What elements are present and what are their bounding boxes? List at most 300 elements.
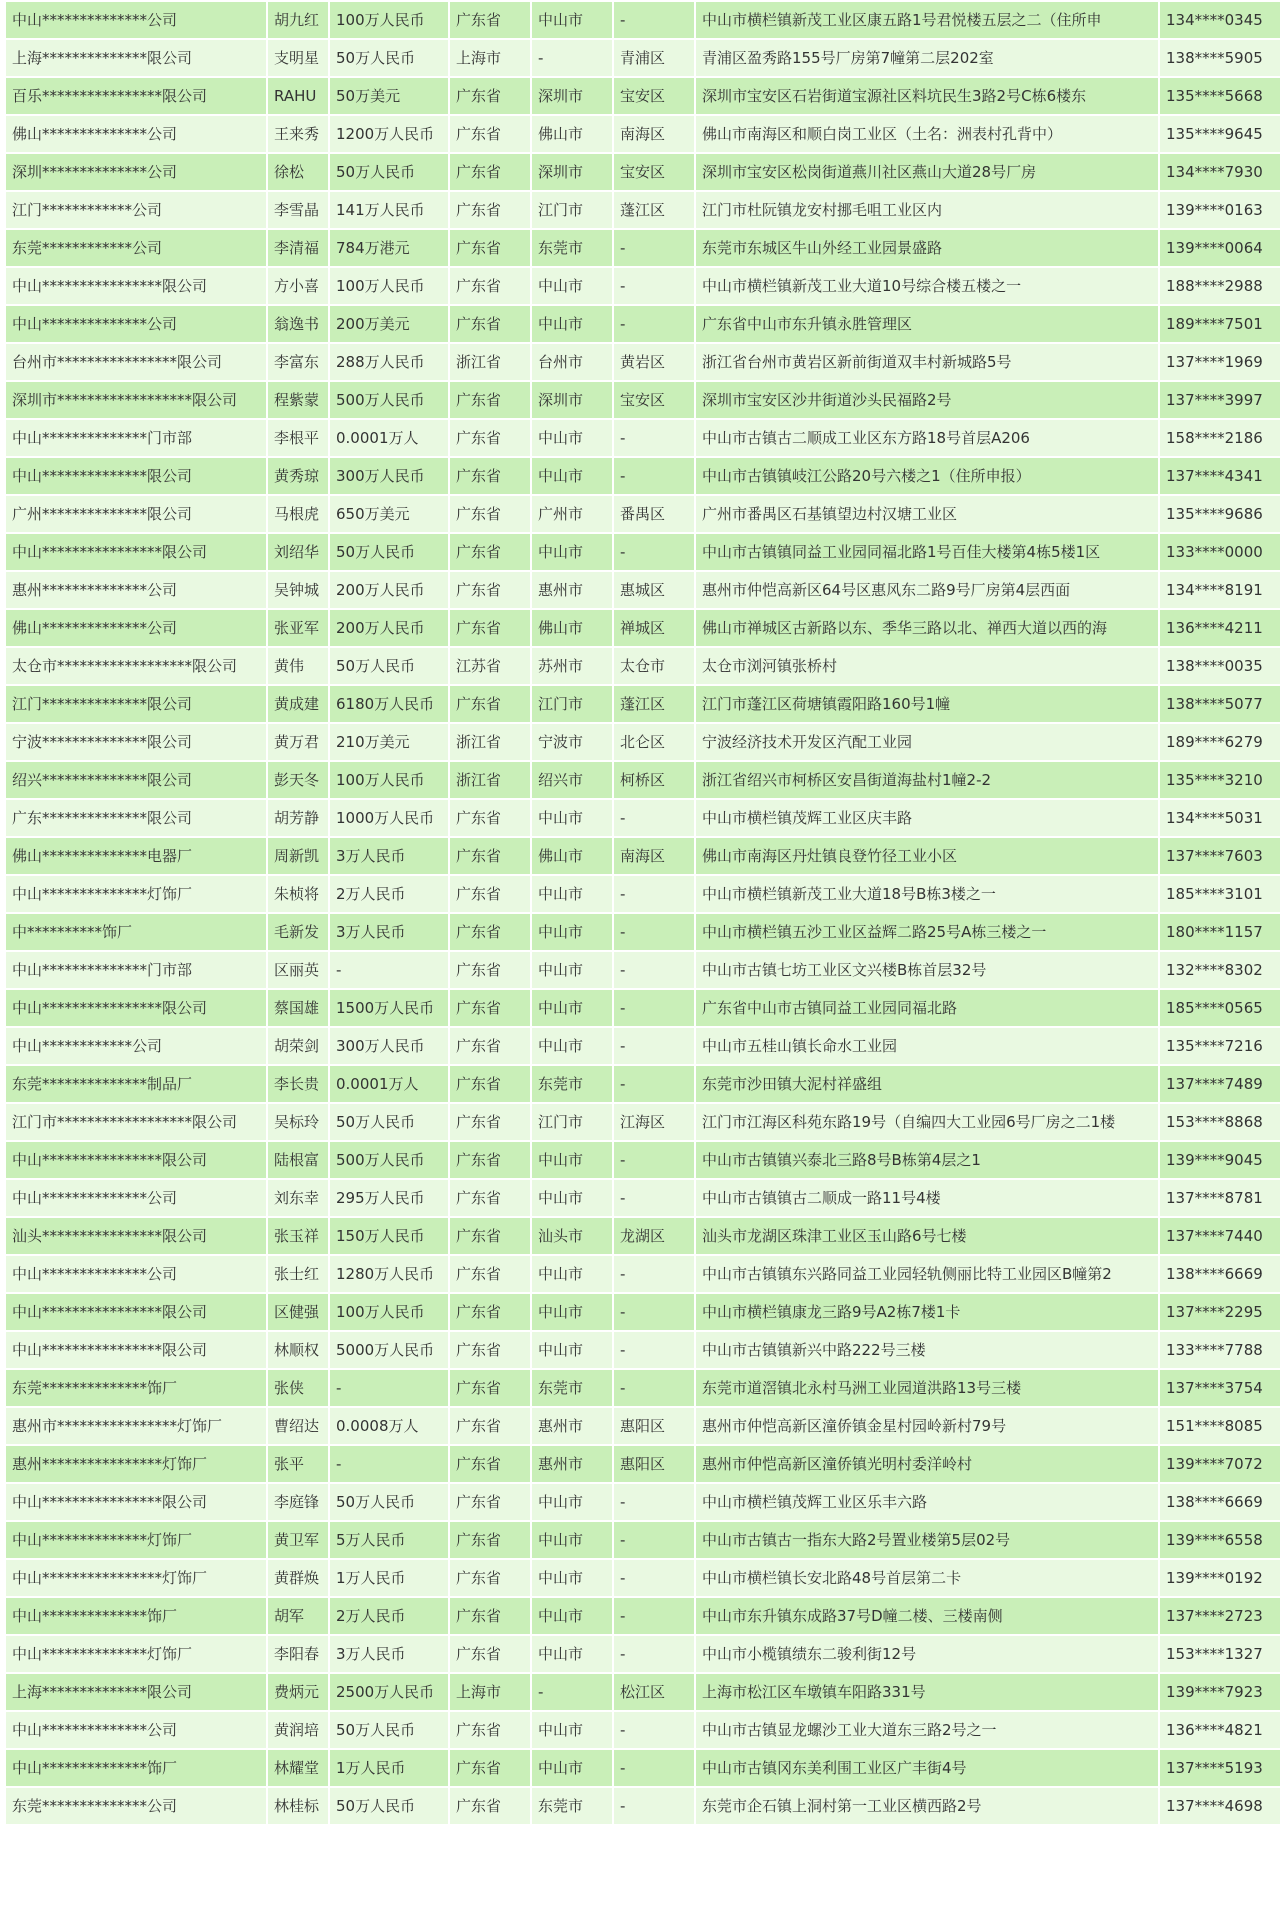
cell-phone: 138****0035 xyxy=(1160,648,1280,684)
cell-company: 宁波**************限公司 xyxy=(6,724,266,760)
cell-name: 胡荣剑 xyxy=(268,1028,328,1064)
cell-city: 绍兴市 xyxy=(532,762,612,798)
cell-city: 汕头市 xyxy=(532,1218,612,1254)
cell-company: 中山**************公司 xyxy=(6,1712,266,1748)
table-row xyxy=(6,2,1280,38)
cell-city: 台州市 xyxy=(532,344,612,380)
cell-city: 中山市 xyxy=(532,306,612,342)
cell-address: 江门市蓬江区荷塘镇霞阳路160号1幢 xyxy=(696,686,1158,722)
cell-city: 佛山市 xyxy=(532,610,612,646)
table-row xyxy=(6,1522,1280,1558)
cell-phone: 137****7603 xyxy=(1160,838,1280,874)
cell-phone: 139****7072 xyxy=(1160,1446,1280,1482)
cell-province: 江苏省 xyxy=(450,648,530,684)
cell-city: 惠州市 xyxy=(532,572,612,608)
cell-address: 佛山市南海区丹灶镇良登竹径工业小区 xyxy=(696,838,1158,874)
cell-province: 广东省 xyxy=(450,1598,530,1634)
table-row xyxy=(6,78,1280,114)
cell-city: 中山市 xyxy=(532,1332,612,1368)
cell-province: 广东省 xyxy=(450,2,530,38)
cell-phone: 138****6669 xyxy=(1160,1256,1280,1292)
cell-address: 中山市古镇镇新兴中路222号三楼 xyxy=(696,1332,1158,1368)
cell-address: 中山市古镇显龙螺沙工业大道东三路2号之一 xyxy=(696,1712,1158,1748)
table-row xyxy=(6,1712,1280,1748)
cell-address: 惠州市仲恺高新区64号区惠风东二路9号厂房第4层西面 xyxy=(696,572,1158,608)
cell-address: 广东省中山市东升镇永胜管理区 xyxy=(696,306,1158,342)
cell-city: 深圳市 xyxy=(532,154,612,190)
cell-name: 胡九红 xyxy=(268,2,328,38)
cell-company: 中**********饰厂 xyxy=(6,914,266,950)
cell-address: 浙江省台州市黄岩区新前街道双丰村新城路5号 xyxy=(696,344,1158,380)
table-row xyxy=(6,1104,1280,1140)
cell-phone: 188****2988 xyxy=(1160,268,1280,304)
cell-phone: 137****2723 xyxy=(1160,1598,1280,1634)
cell-company: 中山**************门市部 xyxy=(6,952,266,988)
cell-capital: 0.0001万人 xyxy=(330,1066,448,1102)
cell-name: 李雪晶 xyxy=(268,192,328,228)
cell-city: 中山市 xyxy=(532,914,612,950)
cell-address: 中山市东升镇东成路37号D幢二楼、三楼南侧 xyxy=(696,1598,1158,1634)
cell-address: 中山市古镇镇岐江公路20号六楼之1（住所申报） xyxy=(696,458,1158,494)
cell-capital: 50万人民币 xyxy=(330,1104,448,1140)
cell-name: 毛新发 xyxy=(268,914,328,950)
cell-district: 宝安区 xyxy=(614,154,694,190)
cell-phone: 139****7923 xyxy=(1160,1674,1280,1710)
cell-city: 佛山市 xyxy=(532,116,612,152)
cell-province: 浙江省 xyxy=(450,344,530,380)
cell-capital: 210万美元 xyxy=(330,724,448,760)
cell-company: 佛山**************公司 xyxy=(6,116,266,152)
cell-company: 上海**************限公司 xyxy=(6,1674,266,1710)
cell-name: 林顺权 xyxy=(268,1332,328,1368)
table-row xyxy=(6,1446,1280,1482)
cell-district: 宝安区 xyxy=(614,78,694,114)
cell-capital: 295万人民币 xyxy=(330,1180,448,1216)
cell-name: 胡芳静 xyxy=(268,800,328,836)
table-row xyxy=(6,1028,1280,1064)
cell-province: 广东省 xyxy=(450,1104,530,1140)
table-row xyxy=(6,1142,1280,1178)
cell-capital: 300万人民币 xyxy=(330,458,448,494)
cell-province: 广东省 xyxy=(450,268,530,304)
cell-address: 深圳市宝安区沙井街道沙头民福路2号 xyxy=(696,382,1158,418)
cell-province: 广东省 xyxy=(450,610,530,646)
cell-district: 南海区 xyxy=(614,116,694,152)
cell-district: - xyxy=(614,1066,694,1102)
cell-province: 广东省 xyxy=(450,1256,530,1292)
cell-province: 广东省 xyxy=(450,192,530,228)
cell-city: 深圳市 xyxy=(532,382,612,418)
cell-district: - xyxy=(614,534,694,570)
cell-district: 宝安区 xyxy=(614,382,694,418)
cell-province: 广东省 xyxy=(450,876,530,912)
cell-city: 中山市 xyxy=(532,1522,612,1558)
cell-province: 广东省 xyxy=(450,1788,530,1824)
cell-district: - xyxy=(614,1142,694,1178)
cell-phone: 134****0345 xyxy=(1160,2,1280,38)
cell-district: - xyxy=(614,458,694,494)
cell-district: - xyxy=(614,800,694,836)
cell-company: 佛山**************公司 xyxy=(6,610,266,646)
table-row xyxy=(6,952,1280,988)
cell-name: 李长贵 xyxy=(268,1066,328,1102)
cell-company: 东莞**************公司 xyxy=(6,1788,266,1824)
cell-phone: 137****4698 xyxy=(1160,1788,1280,1824)
cell-company: 中山**************灯饰厂 xyxy=(6,1636,266,1672)
cell-capital: 100万人民币 xyxy=(330,762,448,798)
table-row xyxy=(6,534,1280,570)
cell-name: 黄秀琼 xyxy=(268,458,328,494)
cell-province: 广东省 xyxy=(450,496,530,532)
table-row xyxy=(6,1750,1280,1786)
cell-province: 广东省 xyxy=(450,78,530,114)
cell-capital: 6180万人民币 xyxy=(330,686,448,722)
cell-city: 苏州市 xyxy=(532,648,612,684)
cell-company: 中山**************公司 xyxy=(6,2,266,38)
cell-company: 太仓市******************限公司 xyxy=(6,648,266,684)
cell-city: - xyxy=(532,1674,612,1710)
cell-capital: 50万人民币 xyxy=(330,154,448,190)
cell-company: 东莞**************制品厂 xyxy=(6,1066,266,1102)
table-row xyxy=(6,1636,1280,1672)
cell-capital: 500万人民币 xyxy=(330,1142,448,1178)
cell-phone: 136****4211 xyxy=(1160,610,1280,646)
cell-name: 刘绍华 xyxy=(268,534,328,570)
cell-capital: 3万人民币 xyxy=(330,838,448,874)
cell-address: 中山市横栏镇茂辉工业区乐丰六路 xyxy=(696,1484,1158,1520)
cell-capital: 5000万人民币 xyxy=(330,1332,448,1368)
cell-phone: 133****0000 xyxy=(1160,534,1280,570)
cell-phone: 139****0163 xyxy=(1160,192,1280,228)
table-row xyxy=(6,1560,1280,1596)
cell-name: 费炳元 xyxy=(268,1674,328,1710)
table-row xyxy=(6,838,1280,874)
cell-address: 青浦区盈秀路155号厂房第7幢第二层202室 xyxy=(696,40,1158,76)
cell-company: 中山**************限公司 xyxy=(6,458,266,494)
cell-city: 中山市 xyxy=(532,876,612,912)
cell-city: 中山市 xyxy=(532,1142,612,1178)
cell-company: 江门**************限公司 xyxy=(6,686,266,722)
cell-district: - xyxy=(614,268,694,304)
cell-company: 江门市******************限公司 xyxy=(6,1104,266,1140)
cell-district: - xyxy=(614,1522,694,1558)
cell-company: 东莞**************饰厂 xyxy=(6,1370,266,1406)
cell-district: - xyxy=(614,1788,694,1824)
cell-name: 吴标玲 xyxy=(268,1104,328,1140)
cell-name: 曹绍达 xyxy=(268,1408,328,1444)
cell-company: 惠州**************公司 xyxy=(6,572,266,608)
cell-company: 中山**************灯饰厂 xyxy=(6,1522,266,1558)
cell-name: 张平 xyxy=(268,1446,328,1482)
cell-city: 广州市 xyxy=(532,496,612,532)
cell-address: 中山市横栏镇新茂工业区康五路1号君悦楼五层之二（住所申 xyxy=(696,2,1158,38)
table-row xyxy=(6,914,1280,950)
cell-city: 佛山市 xyxy=(532,838,612,874)
table-row xyxy=(6,1408,1280,1444)
cell-city: 中山市 xyxy=(532,1750,612,1786)
cell-address: 东莞市东城区牛山外经工业园景盛路 xyxy=(696,230,1158,266)
table-row xyxy=(6,1674,1280,1710)
cell-company: 佛山**************电器厂 xyxy=(6,838,266,874)
cell-province: 广东省 xyxy=(450,1446,530,1482)
cell-district: - xyxy=(614,1560,694,1596)
cell-province: 广东省 xyxy=(450,1294,530,1330)
cell-city: 中山市 xyxy=(532,268,612,304)
table-row xyxy=(6,306,1280,342)
cell-city: 中山市 xyxy=(532,990,612,1026)
cell-address: 中山市古镇镇同益工业园同福北路1号百佳大楼第4栋5楼1区 xyxy=(696,534,1158,570)
cell-province: 广东省 xyxy=(450,1712,530,1748)
cell-company: 中山**************公司 xyxy=(6,1180,266,1216)
cell-city: 东莞市 xyxy=(532,1788,612,1824)
cell-company: 惠州****************灯饰厂 xyxy=(6,1446,266,1482)
cell-address: 中山市古镇古二顺成工业区东方路18号首层A206 xyxy=(696,420,1158,456)
cell-capital: 141万人民币 xyxy=(330,192,448,228)
cell-province: 广东省 xyxy=(450,1028,530,1064)
cell-phone: 137****7489 xyxy=(1160,1066,1280,1102)
cell-phone: 139****6558 xyxy=(1160,1522,1280,1558)
cell-company: 汕头****************限公司 xyxy=(6,1218,266,1254)
cell-district: - xyxy=(614,1484,694,1520)
cell-name: 张亚军 xyxy=(268,610,328,646)
cell-name: 黄成建 xyxy=(268,686,328,722)
table-row xyxy=(6,1332,1280,1368)
cell-name: 刘东幸 xyxy=(268,1180,328,1216)
cell-address: 太仓市浏河镇张桥村 xyxy=(696,648,1158,684)
cell-address: 深圳市宝安区石岩街道宝源社区料坑民生3路2号C栋6楼东 xyxy=(696,78,1158,114)
cell-city: 深圳市 xyxy=(532,78,612,114)
cell-province: 广东省 xyxy=(450,800,530,836)
cell-district: 龙湖区 xyxy=(614,1218,694,1254)
table-row xyxy=(6,382,1280,418)
cell-district: 松江区 xyxy=(614,1674,694,1710)
cell-phone: 134****5031 xyxy=(1160,800,1280,836)
cell-district: - xyxy=(614,306,694,342)
cell-district: - xyxy=(614,1712,694,1748)
table-row xyxy=(6,686,1280,722)
cell-phone: 139****0064 xyxy=(1160,230,1280,266)
cell-district: - xyxy=(614,990,694,1026)
cell-phone: 137****1969 xyxy=(1160,344,1280,380)
cell-address: 中山市横栏镇五沙工业区益辉二路25号A栋三楼之一 xyxy=(696,914,1158,950)
cell-name: 李庭锋 xyxy=(268,1484,328,1520)
cell-address: 中山市横栏镇新茂工业大道10号综合楼五楼之一 xyxy=(696,268,1158,304)
cell-phone: 137****3997 xyxy=(1160,382,1280,418)
cell-capital: 50万人民币 xyxy=(330,40,448,76)
cell-address: 中山市横栏镇茂辉工业区庆丰路 xyxy=(696,800,1158,836)
cell-name: 黄万君 xyxy=(268,724,328,760)
cell-province: 广东省 xyxy=(450,116,530,152)
cell-name: 张玉祥 xyxy=(268,1218,328,1254)
cell-capital: 5万人民币 xyxy=(330,1522,448,1558)
cell-capital: 1280万人民币 xyxy=(330,1256,448,1292)
cell-capital: 50万美元 xyxy=(330,78,448,114)
cell-province: 广东省 xyxy=(450,154,530,190)
cell-name: 李阳春 xyxy=(268,1636,328,1672)
cell-capital: 1000万人民币 xyxy=(330,800,448,836)
cell-capital: 50万人民币 xyxy=(330,648,448,684)
cell-address: 中山市古镇七坊工业区文兴楼B栋首层32号 xyxy=(696,952,1158,988)
cell-capital: 1500万人民币 xyxy=(330,990,448,1026)
cell-phone: 137****3754 xyxy=(1160,1370,1280,1406)
cell-city: 中山市 xyxy=(532,800,612,836)
cell-city: 中山市 xyxy=(532,1028,612,1064)
cell-capital: 500万人民币 xyxy=(330,382,448,418)
cell-name: 张士红 xyxy=(268,1256,328,1292)
cell-phone: 137****4341 xyxy=(1160,458,1280,494)
cell-province: 广东省 xyxy=(450,1636,530,1672)
cell-province: 上海市 xyxy=(450,1674,530,1710)
cell-name: 吴钟城 xyxy=(268,572,328,608)
cell-company: 东莞************公司 xyxy=(6,230,266,266)
cell-city: 惠州市 xyxy=(532,1446,612,1482)
table-row xyxy=(6,648,1280,684)
cell-name: 张侠 xyxy=(268,1370,328,1406)
cell-province: 浙江省 xyxy=(450,724,530,760)
cell-address: 东莞市道滘镇北永村马洲工业园道洪路13号三楼 xyxy=(696,1370,1158,1406)
cell-phone: 136****4821 xyxy=(1160,1712,1280,1748)
cell-address: 中山市横栏镇康龙三路9号A2栋7楼1卡 xyxy=(696,1294,1158,1330)
cell-phone: 135****7216 xyxy=(1160,1028,1280,1064)
cell-capital: 200万人民币 xyxy=(330,610,448,646)
table-row xyxy=(6,990,1280,1026)
cell-company: 台州市****************限公司 xyxy=(6,344,266,380)
cell-address: 浙江省绍兴市柯桥区安昌街道海盐村1幢2-2 xyxy=(696,762,1158,798)
cell-name: 程紫蒙 xyxy=(268,382,328,418)
cell-province: 广东省 xyxy=(450,420,530,456)
cell-company: 中山**************公司 xyxy=(6,1256,266,1292)
table-row xyxy=(6,1066,1280,1102)
table-row xyxy=(6,1256,1280,1292)
cell-phone: 180****1157 xyxy=(1160,914,1280,950)
cell-district: 江海区 xyxy=(614,1104,694,1140)
cell-capital: 1万人民币 xyxy=(330,1750,448,1786)
cell-phone: 137****7440 xyxy=(1160,1218,1280,1254)
cell-capital: 3万人民币 xyxy=(330,914,448,950)
cell-city: 中山市 xyxy=(532,534,612,570)
cell-city: 中山市 xyxy=(532,1598,612,1634)
cell-province: 广东省 xyxy=(450,1750,530,1786)
cell-phone: 135****5668 xyxy=(1160,78,1280,114)
cell-company: 中山****************限公司 xyxy=(6,1484,266,1520)
cell-phone: 133****7788 xyxy=(1160,1332,1280,1368)
cell-address: 佛山市禅城区古新路以东、季华三路以北、禅西大道以西的海 xyxy=(696,610,1158,646)
cell-province: 广东省 xyxy=(450,1370,530,1406)
cell-capital: 100万人民币 xyxy=(330,2,448,38)
cell-capital: 50万人民币 xyxy=(330,1712,448,1748)
cell-phone: 137****5193 xyxy=(1160,1750,1280,1786)
cell-address: 中山市古镇镇兴泰北三路8号B栋第4层之1 xyxy=(696,1142,1158,1178)
cell-province: 广东省 xyxy=(450,382,530,418)
cell-name: 李清福 xyxy=(268,230,328,266)
cell-name: 徐松 xyxy=(268,154,328,190)
cell-city: 中山市 xyxy=(532,952,612,988)
cell-name: 胡军 xyxy=(268,1598,328,1634)
cell-city: 中山市 xyxy=(532,1560,612,1596)
cell-name: 林耀堂 xyxy=(268,1750,328,1786)
cell-company: 中山****************限公司 xyxy=(6,990,266,1026)
cell-district: - xyxy=(614,952,694,988)
cell-city: 江门市 xyxy=(532,1104,612,1140)
cell-name: 蔡国雄 xyxy=(268,990,328,1026)
cell-company: 中山**************门市部 xyxy=(6,420,266,456)
cell-district: 蓬江区 xyxy=(614,192,694,228)
cell-name: 李根平 xyxy=(268,420,328,456)
cell-address: 江门市杜阮镇龙安村挪毛咀工业区内 xyxy=(696,192,1158,228)
table-row xyxy=(6,192,1280,228)
cell-city: 东莞市 xyxy=(532,230,612,266)
cell-province: 广东省 xyxy=(450,952,530,988)
cell-name: 翁逸书 xyxy=(268,306,328,342)
cell-phone: 137****8781 xyxy=(1160,1180,1280,1216)
cell-address: 中山市五桂山镇长命水工业园 xyxy=(696,1028,1158,1064)
cell-province: 浙江省 xyxy=(450,762,530,798)
cell-capital: 100万人民币 xyxy=(330,268,448,304)
cell-phone: 185****0565 xyxy=(1160,990,1280,1026)
cell-district: - xyxy=(614,2,694,38)
table-row xyxy=(6,344,1280,380)
cell-province: 广东省 xyxy=(450,572,530,608)
cell-capital: 150万人民币 xyxy=(330,1218,448,1254)
cell-district: - xyxy=(614,1636,694,1672)
table-row xyxy=(6,724,1280,760)
cell-capital: 200万美元 xyxy=(330,306,448,342)
cell-company: 中山**************公司 xyxy=(6,306,266,342)
cell-province: 广东省 xyxy=(450,1180,530,1216)
cell-district: - xyxy=(614,1256,694,1292)
cell-name: 黄伟 xyxy=(268,648,328,684)
cell-capital: - xyxy=(330,1446,448,1482)
cell-capital: 288万人民币 xyxy=(330,344,448,380)
cell-district: - xyxy=(614,1180,694,1216)
cell-phone: 158****2186 xyxy=(1160,420,1280,456)
cell-name: 彭天冬 xyxy=(268,762,328,798)
cell-district: 蓬江区 xyxy=(614,686,694,722)
table-row xyxy=(6,420,1280,456)
cell-phone: 137****2295 xyxy=(1160,1294,1280,1330)
cell-company: 中山****************灯饰厂 xyxy=(6,1560,266,1596)
cell-district: 惠阳区 xyxy=(614,1408,694,1444)
cell-capital: 200万人民币 xyxy=(330,572,448,608)
table-row xyxy=(6,116,1280,152)
cell-phone: 153****8868 xyxy=(1160,1104,1280,1140)
cell-city: 惠州市 xyxy=(532,1408,612,1444)
cell-city: 中山市 xyxy=(532,1636,612,1672)
cell-phone: 134****7930 xyxy=(1160,154,1280,190)
cell-name: 周新凯 xyxy=(268,838,328,874)
cell-phone: 139****9045 xyxy=(1160,1142,1280,1178)
cell-address: 中山市古镇镇东兴路同益工业园轻轨侧丽比特工业园区B幢第2 xyxy=(696,1256,1158,1292)
cell-phone: 135****9686 xyxy=(1160,496,1280,532)
cell-capital: - xyxy=(330,1370,448,1406)
cell-phone: 139****0192 xyxy=(1160,1560,1280,1596)
cell-name: 林桂标 xyxy=(268,1788,328,1824)
cell-address: 广东省中山市古镇同益工业园同福北路 xyxy=(696,990,1158,1026)
table-row xyxy=(6,154,1280,190)
cell-phone: 138****6669 xyxy=(1160,1484,1280,1520)
cell-company: 中山**************饰厂 xyxy=(6,1598,266,1634)
cell-name: 黄群焕 xyxy=(268,1560,328,1596)
cell-name: 陆根富 xyxy=(268,1142,328,1178)
cell-capital: 650万美元 xyxy=(330,496,448,532)
cell-district: 番禺区 xyxy=(614,496,694,532)
cell-city: 中山市 xyxy=(532,1712,612,1748)
cell-province: 广东省 xyxy=(450,306,530,342)
cell-district: - xyxy=(614,914,694,950)
cell-district: - xyxy=(614,420,694,456)
cell-phone: 185****3101 xyxy=(1160,876,1280,912)
cell-province: 广东省 xyxy=(450,1522,530,1558)
